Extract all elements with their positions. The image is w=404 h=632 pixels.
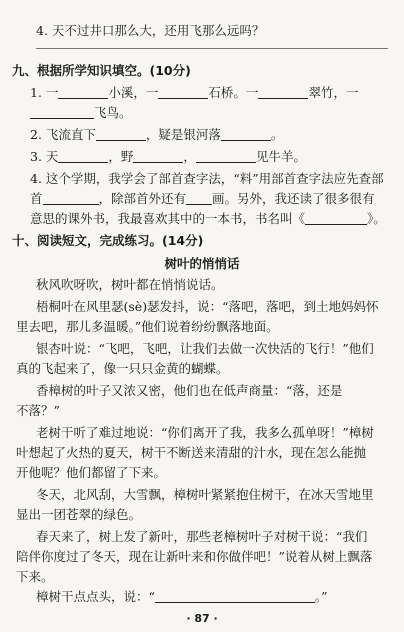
passage-paragraph: 秋风吹呀吹，树叶都在悄悄说话。	[36, 277, 224, 292]
passage-paragraph-cont: 不落？”	[16, 403, 60, 418]
blank-field[interactable]	[258, 85, 308, 99]
blank-field[interactable]	[96, 127, 146, 141]
fill-line-4c: 意思的课外书，我最喜欢其中的一本书，书名叫《 》。	[30, 211, 386, 226]
blank-field[interactable]	[186, 191, 212, 205]
fill-line-4: 4. 这个学期，我学会了部首查字法，“料”用部首查字法应先查部	[30, 171, 384, 186]
question-4-text: 4. 天不过井口那么大，还用飞那么远吗？	[36, 23, 265, 38]
fill-line-4b: 首 ，除部首外还有 画。另外，我还读了很多很有	[30, 191, 375, 206]
answer-line	[36, 48, 388, 49]
blank-field[interactable]	[221, 127, 271, 141]
passage-paragraph: 春天来了，树上发了新叶，那些老樟树叶子对树干说：“我们	[36, 529, 368, 544]
passage-paragraph: 老树干听了难过地说：“你们离开了我，我多么孤单呀！”樟树	[36, 425, 374, 440]
passage-paragraph: 冬天，北风刮，大雪飘，樟树叶紧紧抱住树干，在冰天雪地里	[36, 487, 374, 502]
page-number: · 87 ·	[186, 612, 218, 625]
passage-paragraph-cont: 里去吧，那儿多温暖。”他们说着纷纷飘落地面。	[16, 319, 279, 334]
fill-line-1: 1. 一 小溪，一 石桥。一 翠竹，一	[30, 85, 359, 100]
blank-field[interactable]	[58, 85, 108, 99]
passage-title: 树叶的悄悄话	[164, 256, 240, 271]
passage-paragraph: 梧桐叶在风里瑟(sè)瑟发抖，说：“落吧，落吧，到土地妈妈怀	[36, 299, 379, 314]
passage-paragraph: 银杏叶说：“飞吧，飞吧，让我们去做一次快活的飞行！”他们	[36, 341, 374, 356]
blank-field[interactable]	[305, 211, 367, 225]
passage-paragraph-cont: 下来。	[16, 569, 54, 584]
passage-paragraph-cont: 叶想起了火热的夏天，树干不断送来清甜的汁水，现在怎么能抛	[16, 445, 367, 460]
passage-paragraph-cont: 真的飞起来了，像一只只金黄的蝴蝶。	[16, 361, 229, 376]
blank-field[interactable]	[133, 149, 183, 163]
passage-paragraph: 香樟树的叶子又浓又密，他们也在低声商量：“落，还是	[36, 383, 343, 398]
passage-paragraph-cont: 陪伴你度过了冬天，现在让新叶来和你做伴吧！”说着从树上飘落	[16, 549, 373, 564]
passage-paragraph-cont: 开他呢？他们都留了下来。	[16, 465, 167, 480]
passage-paragraph: 樟树干点点头，说：“ 。”	[36, 589, 328, 604]
section-9-heading: 九、根据所学知识填空。(10分)	[12, 63, 191, 78]
blank-field[interactable]	[43, 191, 99, 205]
blank-field[interactable]	[58, 149, 108, 163]
blank-field[interactable]	[196, 149, 256, 163]
section-10-heading: 十、阅读短文，完成练习。(14分)	[12, 233, 204, 248]
passage-paragraph-cont: 显出一团苍翠的绿色。	[16, 507, 142, 522]
fill-line-3: 3. 天 ，野 ， 见牛羊。	[30, 149, 306, 164]
fill-line-2: 2. 飞流直下 ，疑是银河落 。	[30, 127, 284, 142]
blank-field[interactable]	[158, 85, 208, 99]
blank-field[interactable]	[30, 105, 94, 119]
blank-field[interactable]	[155, 589, 315, 603]
fill-line-1b: 飞鸟。	[0, 104, 404, 122]
